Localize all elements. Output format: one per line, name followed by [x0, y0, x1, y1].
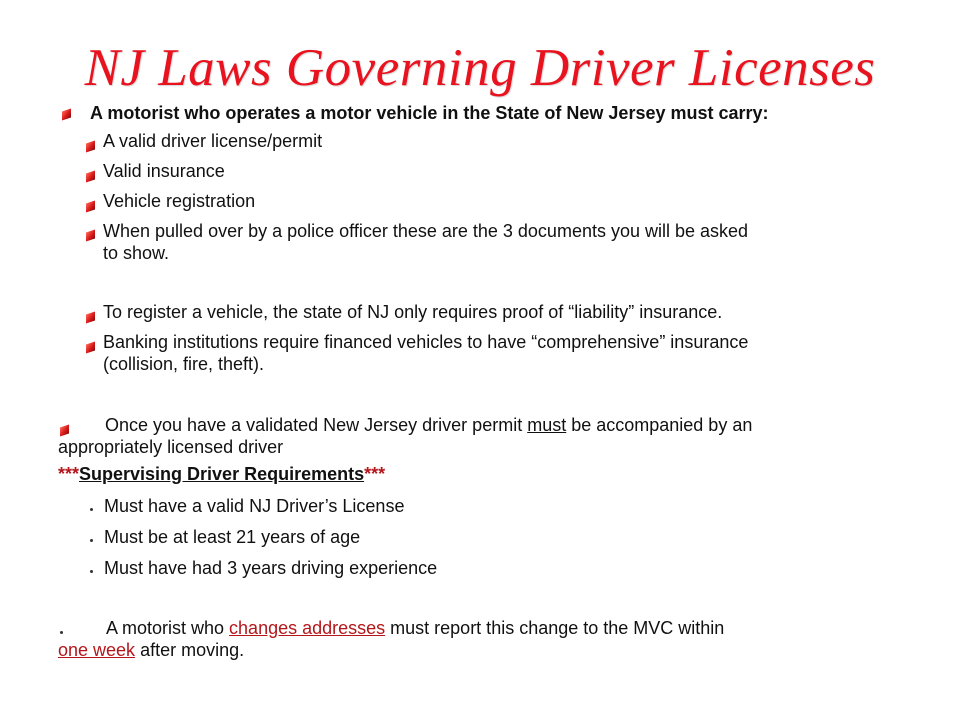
address-week: one week [58, 640, 136, 660]
requirement-item: Must be at least 21 years of age [104, 527, 361, 547]
permit-text-cont: appropriately licensed driver [58, 437, 284, 457]
address-text-pre: A motorist who [106, 618, 230, 638]
pulled-over-text: When pulled over by a police officer these are the 3 documents you will be asked [103, 221, 749, 241]
dot-bullet-icon [90, 539, 93, 542]
requirement-item: Must have had 3 years driving experience [104, 558, 438, 578]
requirement-item: Must have a valid NJ Driver’s License [104, 496, 405, 516]
stars-right: *** [364, 464, 386, 484]
address-text-end: after moving. [135, 640, 245, 660]
bullet-icon [86, 230, 95, 242]
document-item: Valid insurance [103, 161, 225, 181]
permit-text-post: be accompanied by an [566, 415, 753, 435]
permit-text [105, 414, 752, 436]
banking-text: Banking institutions require financed vehicles to have “comprehensive” insurance [103, 332, 749, 352]
bullet-icon [86, 342, 95, 354]
supervising-heading-text: Supervising Driver Requirements [79, 464, 365, 484]
dot-bullet-icon [90, 508, 93, 511]
address-text [106, 617, 724, 639]
permit-must: must [527, 415, 567, 435]
register-text: To register a vehicle, the state of NJ only requires proof of “liability” insurance. [103, 302, 723, 322]
permit-text-pre: Once you have a validated New Jersey driver permit [105, 415, 528, 435]
page-title: NJ Laws Governing Driver Licenses [84, 39, 876, 97]
pulled-over-text-cont: to show. [103, 243, 170, 263]
stars-left: *** [58, 464, 80, 484]
bullet-icon [60, 425, 69, 437]
bullet-icon [86, 171, 95, 183]
dot-bullet-icon [90, 570, 93, 573]
dot-bullet-icon [60, 631, 63, 634]
address-changes: changes addresses [229, 618, 386, 638]
address-text-post: must report this change to the MVC within [385, 618, 725, 638]
bullet-icon [62, 109, 71, 121]
document-item: A valid driver license/permit [103, 131, 323, 151]
intro-text: A motorist who operates a motor vehicle in the State of New Jersey must carry: [90, 103, 769, 123]
document-item: Vehicle registration [103, 191, 256, 211]
banking-text-cont: (collision, fire, theft). [103, 354, 265, 374]
bullet-icon [86, 312, 95, 324]
supervising-heading [58, 463, 385, 485]
bullet-icon [86, 201, 95, 213]
address-text-cont [58, 639, 244, 661]
bullet-icon [86, 141, 95, 153]
